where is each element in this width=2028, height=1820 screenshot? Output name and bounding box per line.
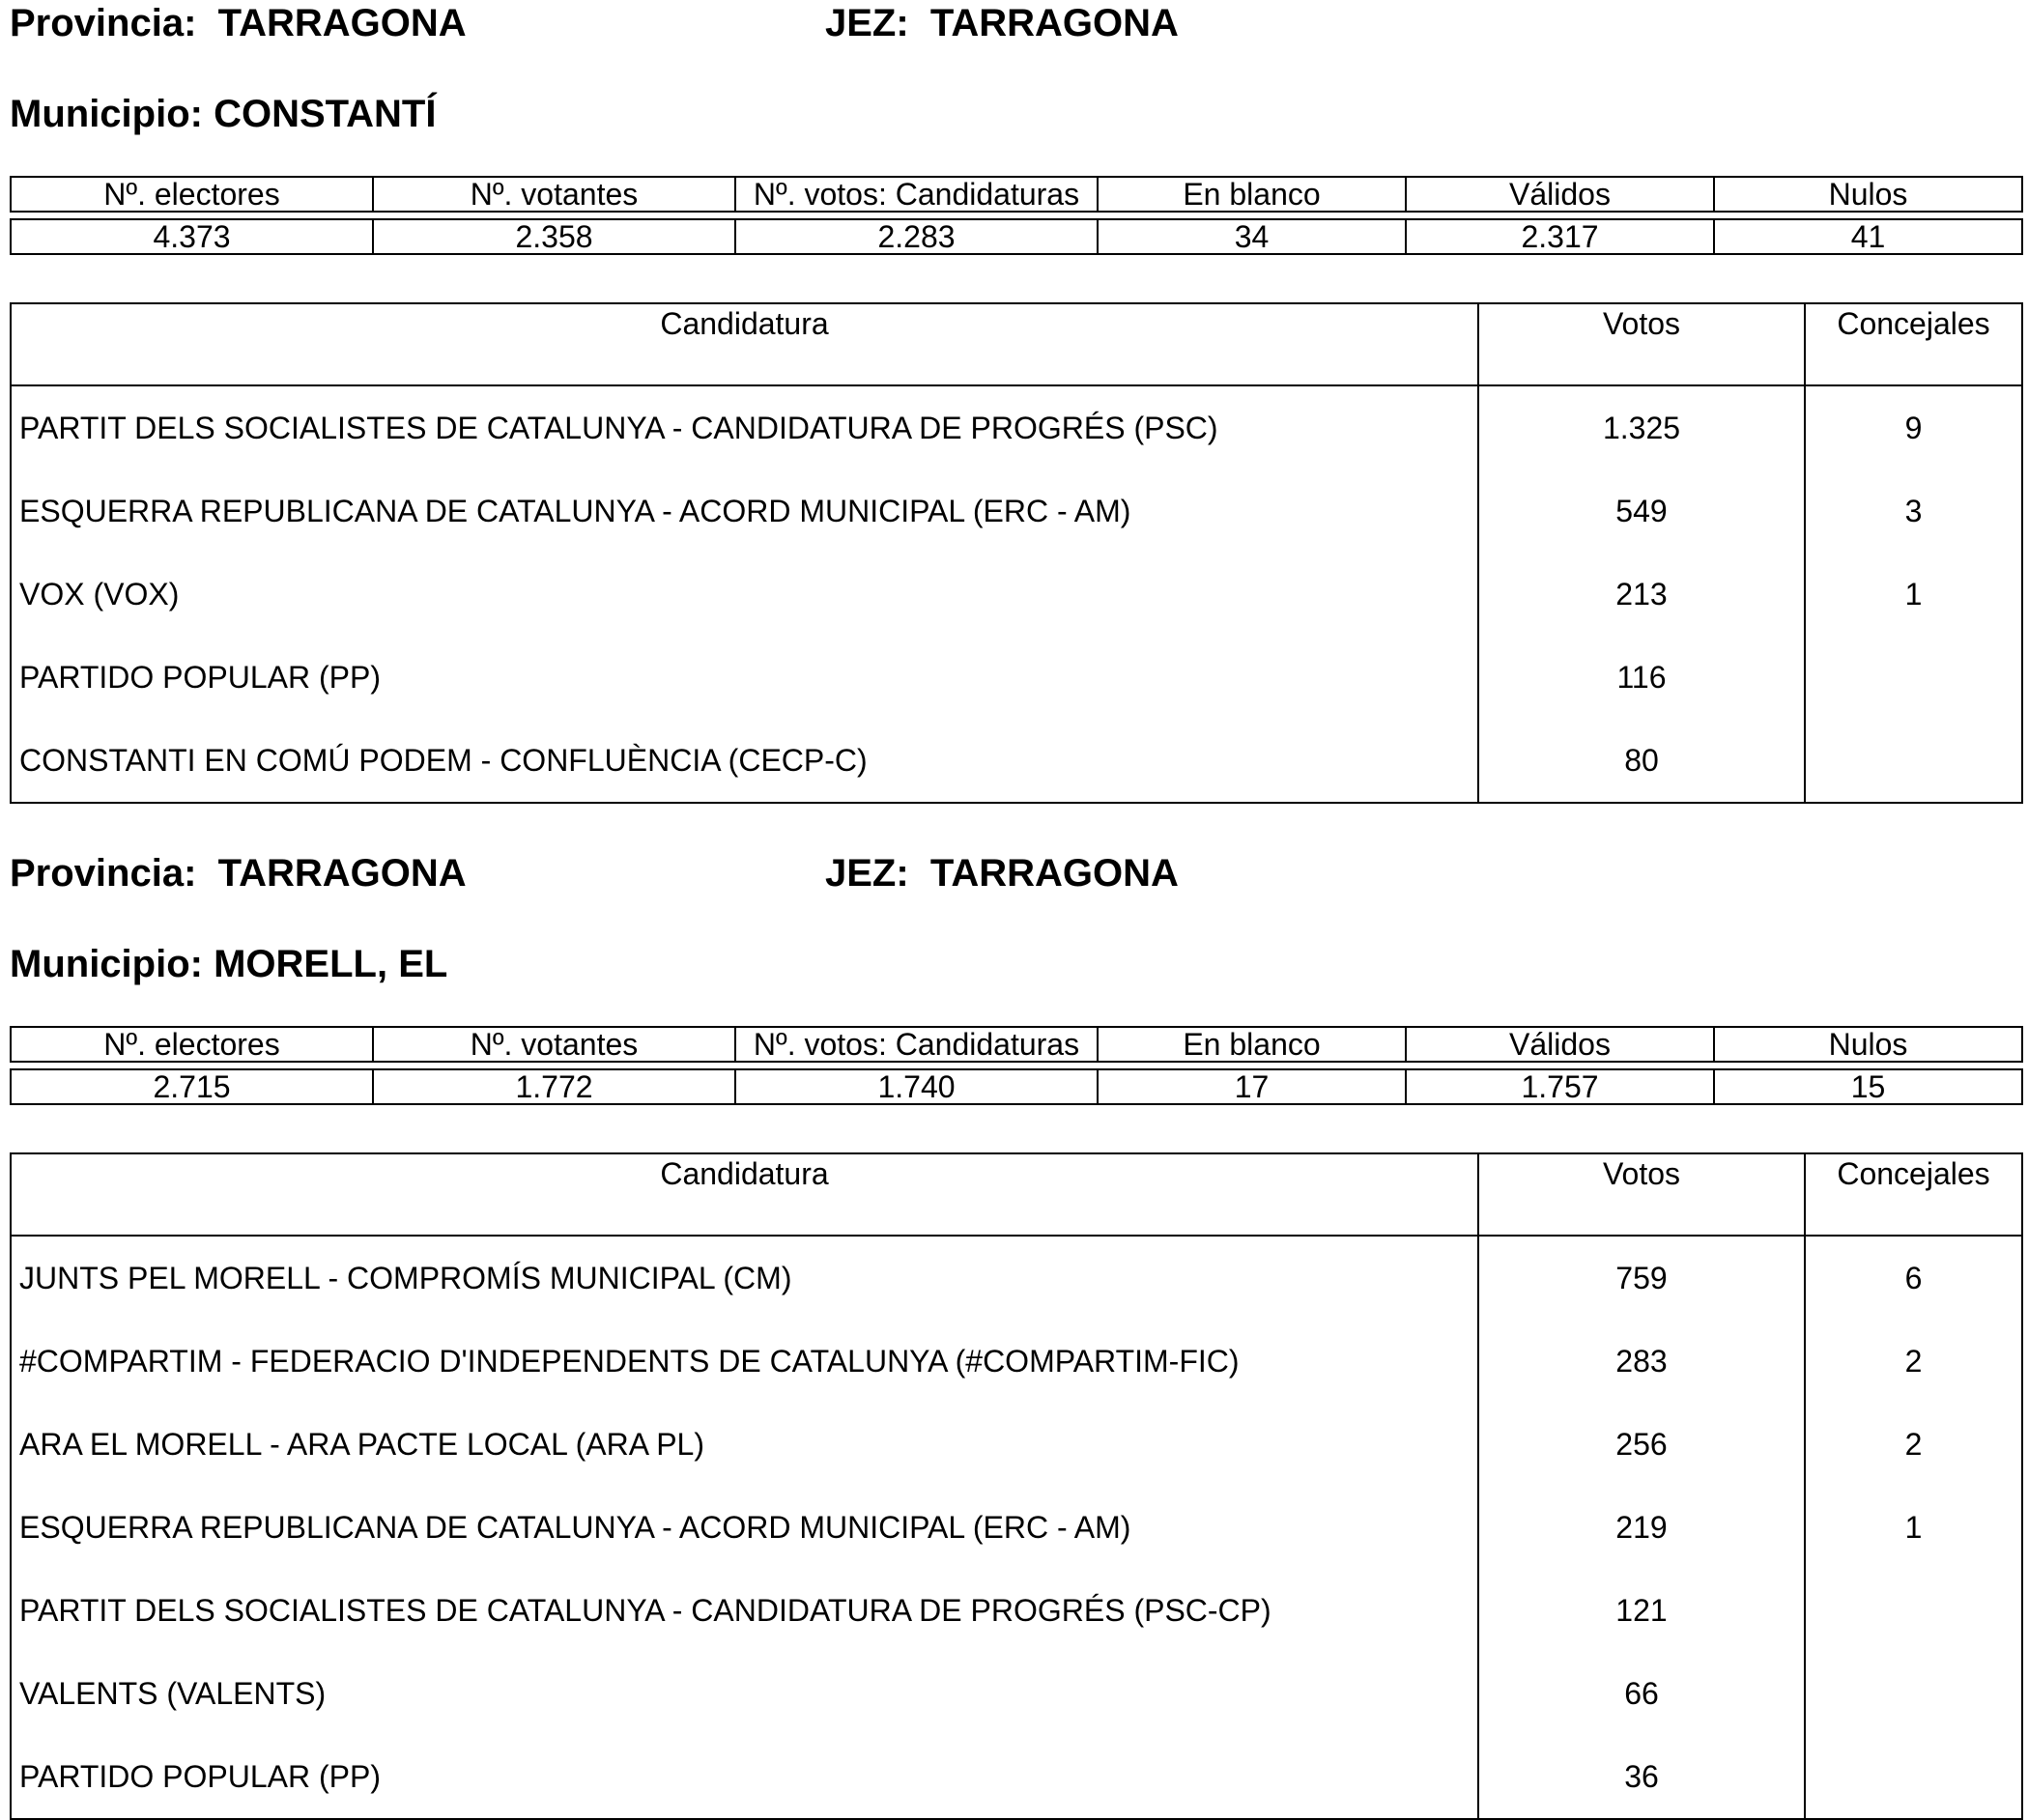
jez-heading <box>825 850 1179 896</box>
candidate-seats: 2 <box>1805 1320 2022 1403</box>
stats-table <box>10 1026 2023 1105</box>
provincia-heading <box>10 0 467 46</box>
candidate-name: PARTIDO POPULAR (PP) <box>11 636 1478 719</box>
stats-header-cell: En blanco <box>1098 1027 1406 1062</box>
stats-header-cell: Nulos <box>1714 177 2022 212</box>
table-row <box>11 1569 2022 1652</box>
stats-header-cell: Nº. votantes <box>373 1027 735 1062</box>
candidatura-header: Candidatura <box>11 303 1478 385</box>
stats-header-row <box>11 1027 2022 1062</box>
table-row <box>11 1652 2022 1735</box>
candidate-votes: 256 <box>1478 1403 1805 1486</box>
stats-value-row <box>11 1069 2022 1104</box>
table-row <box>11 636 2022 719</box>
table-row <box>11 1735 2022 1819</box>
stats-table <box>10 176 2023 255</box>
candidate-name: #COMPARTIM - FEDERACIO D'INDEPENDENTS DE CATALUNYA (#COMPARTIM-FIC) <box>11 1320 1478 1403</box>
candidate-votes: 80 <box>1478 719 1805 803</box>
table-row <box>11 553 2022 636</box>
stats-value-cell: 34 <box>1098 219 1406 254</box>
candidate-votes: 549 <box>1478 469 1805 553</box>
jez-label: JEZ: <box>825 852 909 895</box>
candidate-seats <box>1805 719 2022 803</box>
candidates-header-row <box>11 1153 2022 1236</box>
candidate-name: ARA EL MORELL - ARA PACTE LOCAL (ARA PL) <box>11 1403 1478 1486</box>
table-row <box>11 719 2022 803</box>
jez-label: JEZ: <box>825 2 909 44</box>
candidate-votes: 759 <box>1478 1236 1805 1320</box>
provincia-label: Provincia: <box>10 2 197 44</box>
candidate-name: ESQUERRA REPUBLICANA DE CATALUNYA - ACORD MUNICIPAL (ERC - AM) <box>11 469 1478 553</box>
candidate-seats <box>1805 1652 2022 1735</box>
stats-value-cell: 2.358 <box>373 219 735 254</box>
stats-header-cell: Válidos <box>1406 177 1714 212</box>
table-row <box>11 385 2022 469</box>
candidate-name: CONSTANTI EN COMÚ PODEM - CONFLUÈNCIA (CECP-C) <box>11 719 1478 803</box>
stats-value-cell: 1.740 <box>735 1069 1098 1104</box>
candidate-seats: 1 <box>1805 553 2022 636</box>
candidates-table <box>10 302 2023 804</box>
concejales-header: Concejales <box>1805 1153 2022 1236</box>
candidate-seats: 3 <box>1805 469 2022 553</box>
stats-header-cell: Nº. votos: Candidaturas <box>735 177 1098 212</box>
stats-value-cell: 41 <box>1714 219 2022 254</box>
stats-gap-row <box>11 1062 2022 1069</box>
stats-header-cell: Nº. votantes <box>373 177 735 212</box>
votos-header: Votos <box>1478 1153 1805 1236</box>
candidate-votes: 36 <box>1478 1735 1805 1819</box>
stats-value-cell: 1.772 <box>373 1069 735 1104</box>
candidate-seats <box>1805 636 2022 719</box>
candidates-header-row <box>11 303 2022 385</box>
stats-value-cell: 15 <box>1714 1069 2022 1104</box>
stats-value-cell: 4.373 <box>11 219 373 254</box>
candidate-votes: 283 <box>1478 1320 1805 1403</box>
jez-value: TARRAGONA <box>929 852 1179 895</box>
candidate-votes: 116 <box>1478 636 1805 719</box>
stats-value-row <box>11 219 2022 254</box>
stats-value-cell: 2.715 <box>11 1069 373 1104</box>
candidates-table <box>10 1152 2023 1820</box>
candidate-votes: 219 <box>1478 1486 1805 1569</box>
municipio-heading <box>10 91 436 137</box>
candidate-name: JUNTS PEL MORELL - COMPROMÍS MUNICIPAL (CM) <box>11 1236 1478 1320</box>
stats-gap-row <box>11 212 2022 219</box>
candidate-votes: 1.325 <box>1478 385 1805 469</box>
candidate-name: PARTIT DELS SOCIALISTES DE CATALUNYA - CANDIDATURA DE PROGRÉS (PSC) <box>11 385 1478 469</box>
municipio-value: CONSTANTÍ <box>214 93 437 135</box>
provincia-heading <box>10 850 467 896</box>
candidatura-header: Candidatura <box>11 1153 1478 1236</box>
municipio-value: MORELL, EL <box>214 943 448 985</box>
stats-value-cell: 2.283 <box>735 219 1098 254</box>
table-row <box>11 1403 2022 1486</box>
provincia-value: TARRAGONA <box>217 852 467 895</box>
stats-header-cell: Nulos <box>1714 1027 2022 1062</box>
jez-value: TARRAGONA <box>929 2 1179 44</box>
stats-value-cell: 1.757 <box>1406 1069 1714 1104</box>
stats-value-cell: 2.317 <box>1406 219 1714 254</box>
candidate-name: PARTIT DELS SOCIALISTES DE CATALUNYA - CANDIDATURA DE PROGRÉS (PSC-CP) <box>11 1569 1478 1652</box>
table-row <box>11 1236 2022 1320</box>
stats-header-cell: Válidos <box>1406 1027 1714 1062</box>
candidate-votes: 121 <box>1478 1569 1805 1652</box>
municipio-label: Municipio: <box>10 93 203 135</box>
provincia-value: TARRAGONA <box>217 2 467 44</box>
stats-value-cell: 17 <box>1098 1069 1406 1104</box>
concejales-header: Concejales <box>1805 303 2022 385</box>
candidate-name: VALENTS (VALENTS) <box>11 1652 1478 1735</box>
jez-heading <box>825 0 1179 46</box>
municipio-label: Municipio: <box>10 943 203 985</box>
table-row <box>11 1320 2022 1403</box>
candidate-seats: 9 <box>1805 385 2022 469</box>
municipio-heading <box>10 941 447 987</box>
candidate-votes: 66 <box>1478 1652 1805 1735</box>
candidate-seats: 1 <box>1805 1486 2022 1569</box>
stats-header-cell: Nº. electores <box>11 177 373 212</box>
candidate-seats: 2 <box>1805 1403 2022 1486</box>
candidate-name: VOX (VOX) <box>11 553 1478 636</box>
stats-header-cell: Nº. votos: Candidaturas <box>735 1027 1098 1062</box>
stats-header-cell: Nº. electores <box>11 1027 373 1062</box>
candidate-votes: 213 <box>1478 553 1805 636</box>
candidate-seats <box>1805 1569 2022 1652</box>
stats-header-cell: En blanco <box>1098 177 1406 212</box>
stats-header-row <box>11 177 2022 212</box>
table-row <box>11 1486 2022 1569</box>
votos-header: Votos <box>1478 303 1805 385</box>
provincia-label: Provincia: <box>10 852 197 895</box>
candidate-seats: 6 <box>1805 1236 2022 1320</box>
candidate-seats <box>1805 1735 2022 1819</box>
candidate-name: PARTIDO POPULAR (PP) <box>11 1735 1478 1819</box>
candidate-name: ESQUERRA REPUBLICANA DE CATALUNYA - ACORD MUNICIPAL (ERC - AM) <box>11 1486 1478 1569</box>
table-row <box>11 469 2022 553</box>
